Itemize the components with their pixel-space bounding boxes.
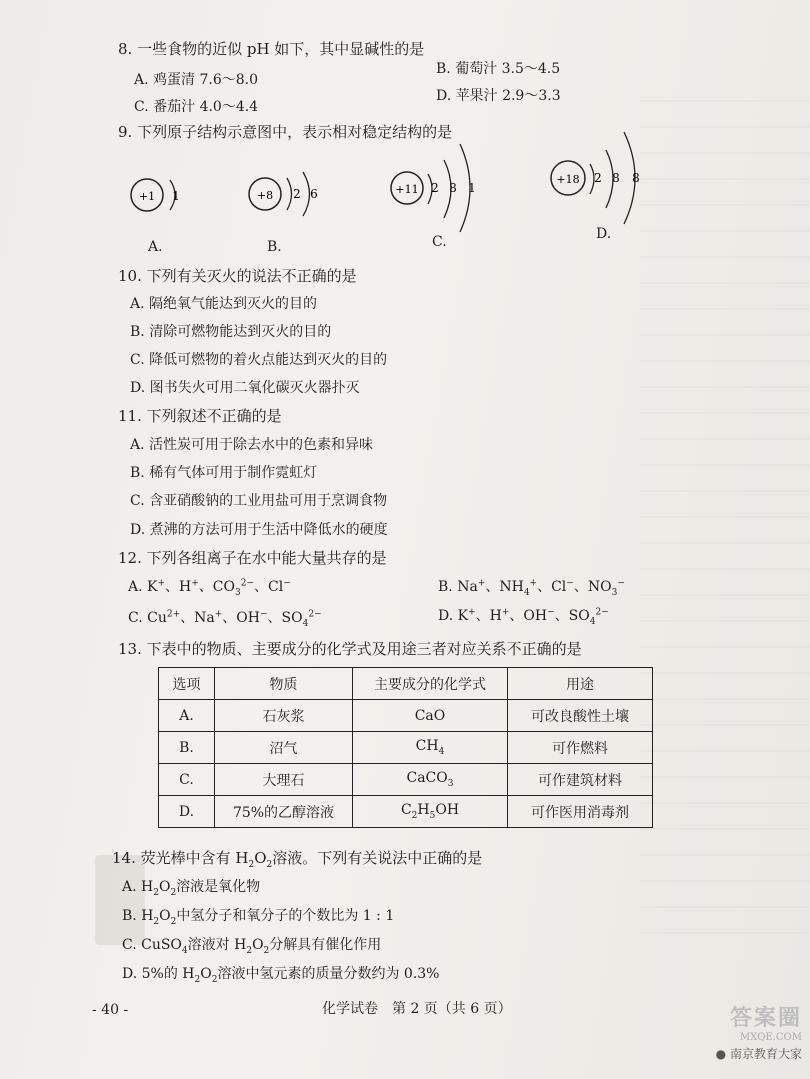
q13-table [158, 667, 653, 828]
q11-option-d: D. 煮沸的方法可用于生活中降低水的硬度 [130, 522, 388, 538]
table-cell: CaCO$_3$ [353, 764, 508, 796]
table-cell: 可作医用消毒剂 [508, 796, 653, 828]
table-cell: $C_2H_5OH$ [353, 796, 508, 828]
table-cell: 可改良酸性土壤 [508, 700, 653, 732]
atom-a-shell-1: 1 [172, 189, 180, 203]
atom-d-shell-3: 8 [632, 171, 640, 185]
page-footer-title: 化学试卷 第 2 页（共 6 页） [322, 1001, 512, 1017]
q10-option-b: B. 清除可燃物能达到灭火的目的 [130, 324, 332, 340]
q9-stem: 9. 下列原子结构示意图中，表示相对稳定结构的是 [118, 123, 453, 141]
q9-label-c: C. [432, 234, 447, 250]
q11-option-c: C. 含亚硝酸钠的工业用盐可用于烹调食物 [130, 493, 388, 509]
table-cell: B. [159, 732, 215, 764]
table-cell: 沼气 [215, 732, 353, 764]
watermark-logo: 答案圈 [729, 1005, 802, 1031]
q12-option-d: D. K+、H+、OH−、$SO_4^{2-}$ [438, 607, 609, 627]
atom-a-nucleus: +1 [138, 190, 156, 203]
table-cell: $CH_4$ [353, 732, 508, 764]
q10-option-d: D. 图书失火可用二氧化碳灭火器扑灭 [130, 380, 360, 396]
table-cell: 石灰浆 [215, 700, 353, 732]
q14-option-d: D. 5%的 $H_2O_2$溶液中氢元素的质量分数约为 0.3% [122, 966, 440, 985]
table-cell: 可作燃料 [508, 732, 653, 764]
atom-d-shell-2: 8 [612, 171, 620, 185]
page-number: - 40 - [92, 1002, 129, 1018]
table-header: 物质 [215, 668, 353, 700]
atom-c-shell-2: 8 [449, 181, 457, 195]
q8-option-a: A. 鸡蛋清 7.6～8.0 [134, 72, 258, 88]
q8-option-b: B. 葡萄汁 3.5～4.5 [436, 61, 561, 77]
table-row [159, 732, 653, 764]
table-cell: D. [159, 796, 215, 828]
wechat-icon: ● [715, 1047, 727, 1061]
q8-option-d: D. 苹果汁 2.9～3.3 [436, 88, 561, 104]
q12-option-a: A. K+、H+、$CO_3^{2-}$、Cl− [128, 578, 291, 598]
atom-diagram-c [388, 138, 498, 237]
q14-option-c: C. CuSO$_4$溶液对 $H_2O_2$分解具有催化作用 [122, 937, 382, 956]
q12-option-b: B. Na+、$NH_4^+$、Cl−、$NO_3^-$ [438, 578, 625, 598]
q14-option-a: A. $H_2O_2$溶液是氧化物 [122, 879, 261, 898]
q9-label-b: B. [267, 239, 282, 255]
atom-b-shell-2: 6 [310, 187, 318, 201]
table-cell: 可作建筑材料 [508, 764, 653, 796]
atom-c-nucleus: +11 [395, 183, 419, 196]
atom-diagram-a [128, 168, 198, 232]
table-header: 选项 [159, 668, 215, 700]
q9-label-d: D. [596, 226, 612, 242]
table-row [159, 796, 653, 828]
q12-stem: 12. 下列各组离子在水中能大量共存的是 [118, 549, 387, 567]
watermark [652, 1001, 802, 1071]
q10-option-c: C. 降低可燃物的着火点能达到灭火的目的 [130, 352, 388, 368]
table-cell: CaO [353, 700, 508, 732]
table-row [159, 700, 653, 732]
atom-b-nucleus: +8 [256, 189, 274, 202]
q9-label-a: A. [148, 239, 163, 255]
table-cell: 大理石 [215, 764, 353, 796]
atom-diagram-b [246, 166, 336, 232]
watermark-brand: ● 南京教育大家 [715, 1047, 802, 1061]
atom-d-nucleus: +18 [556, 173, 580, 186]
table-cell: 75%的乙醇溶液 [215, 796, 353, 828]
atom-c-shell-3: 1 [468, 181, 476, 195]
atom-c-shell-1: 2 [431, 181, 439, 195]
q11-option-a: A. 活性炭可用于除去水中的色素和异味 [130, 437, 374, 453]
watermark-url: MXQE.COM [739, 1032, 802, 1043]
q12-option-c: C. $Cu^{2+}$、Na+、OH−、$SO_4^{2-}$ [128, 609, 322, 629]
atom-d-shell-1: 2 [594, 171, 602, 185]
q10-stem: 10. 下列有关灭火的说法不正确的是 [118, 267, 357, 285]
q11-stem: 11. 下列叙述不正确的是 [118, 407, 282, 425]
table-header-row [159, 668, 653, 700]
q11-option-b: B. 稀有气体可用于制作霓虹灯 [130, 465, 318, 481]
q8-option-c: C. 番茄汁 4.0～4.4 [134, 99, 259, 115]
q14-stem: 14. 荧光棒中含有 $H_2O_2$溶液。下列有关说法中正确的是 [112, 849, 483, 870]
table-row [159, 764, 653, 796]
table-header: 主要成分的化学式 [353, 668, 508, 700]
table-cell: C. [159, 764, 215, 796]
atom-diagram-d [548, 126, 668, 230]
q14-option-b: B. $H_2O_2$中氢分子和氧分子的个数比为 1 : 1 [122, 908, 395, 927]
q10-option-a: A. 隔绝氧气能达到灭火的目的 [130, 296, 318, 312]
table-cell: A. [159, 700, 215, 732]
table-header: 用途 [508, 668, 653, 700]
q13-stem: 13. 下表中的物质、主要成分的化学式及用途三者对应关系不正确的是 [118, 640, 582, 658]
atom-b-shell-1: 2 [293, 187, 301, 201]
q8-stem: 8. 一些食物的近似 pH 如下，其中显碱性的是 [118, 40, 425, 58]
